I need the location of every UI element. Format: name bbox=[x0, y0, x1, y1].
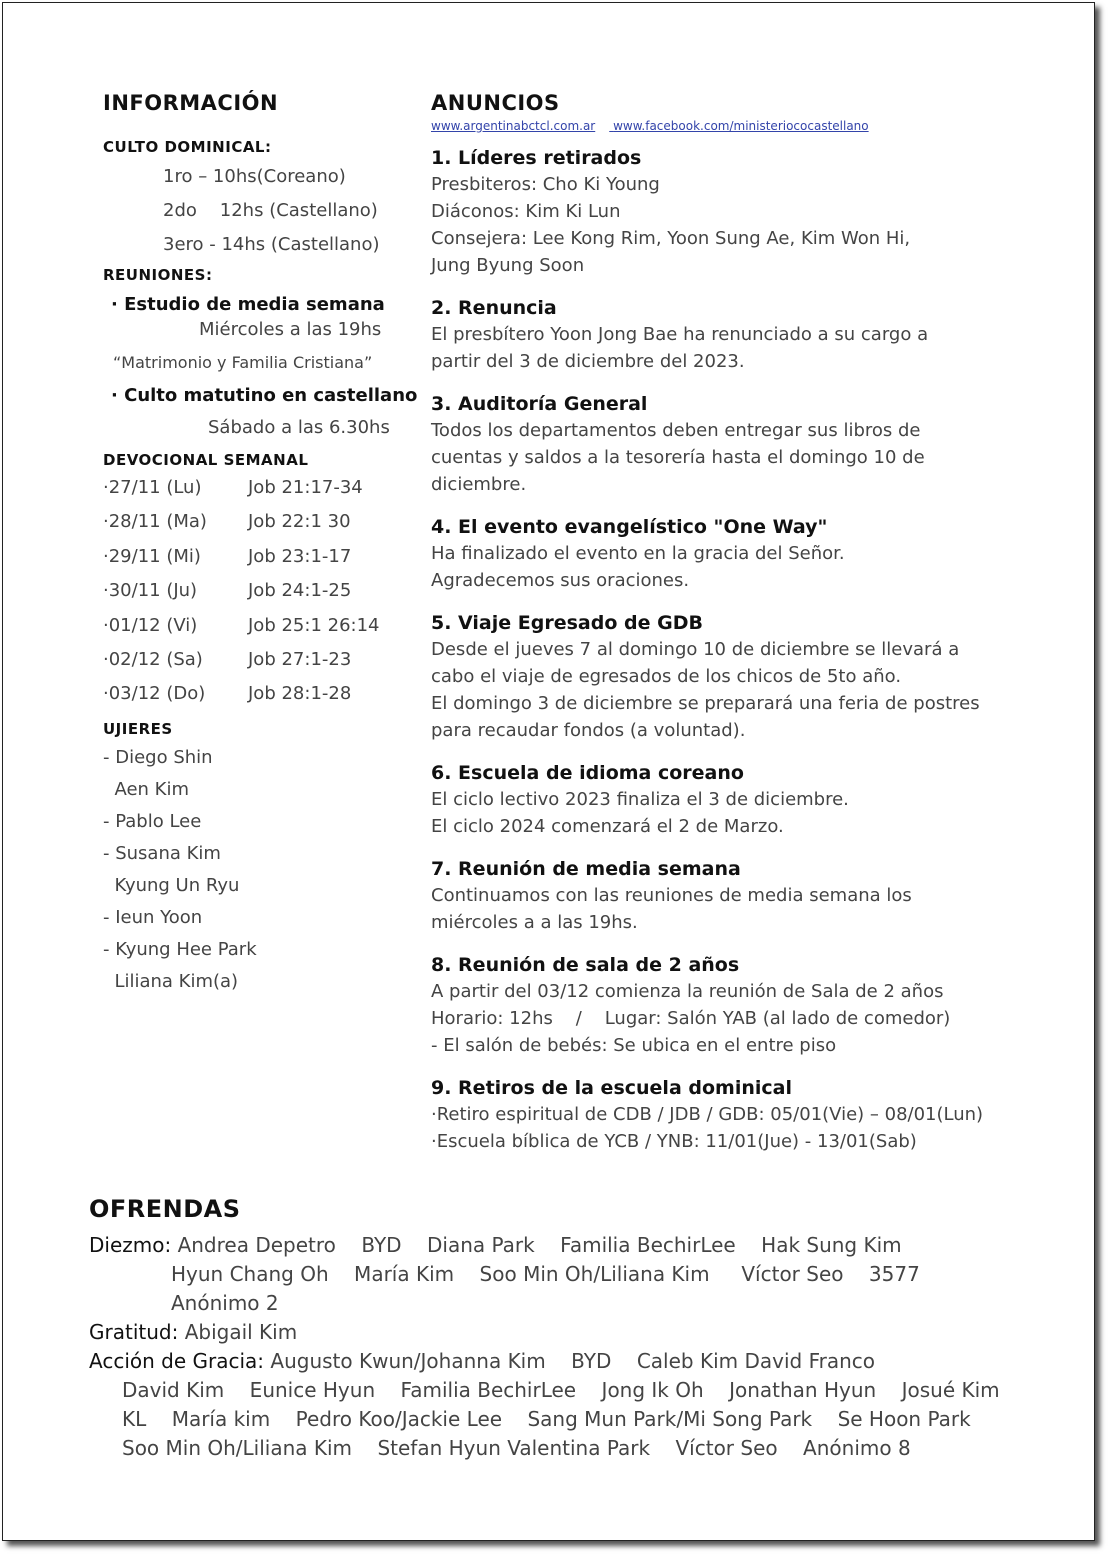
announcement-line: El ciclo lectivo 2023 finaliza el 3 de diciembre. bbox=[431, 789, 849, 810]
announcement-title: 9. Retiros de la escuela dominical bbox=[431, 1077, 792, 1099]
info-title: INFORMACIÓN bbox=[103, 91, 279, 115]
ujier-item: Aen Kim bbox=[103, 778, 189, 800]
announcement-line: El presbítero Yoon Jong Bae ha renunciado a su cargo a bbox=[431, 324, 929, 345]
ujieres-list bbox=[103, 742, 418, 998]
announcement-item bbox=[431, 856, 1041, 936]
devocional-row bbox=[103, 471, 418, 505]
culto-list bbox=[103, 160, 418, 262]
announcement-line: Presbiteros: Cho Ki Young bbox=[431, 174, 660, 195]
ofrendas-title: OFRENDAS bbox=[89, 1195, 241, 1223]
accion-names-3: KL María kim Pedro Koo/Jackie Lee Sang Mun Park/Mi Song Park Se Hoon Park bbox=[122, 1407, 971, 1431]
devocional-ref: Job 23:1-17 bbox=[248, 545, 352, 567]
culto-item: 3ero - 14hs (Castellano) bbox=[163, 234, 380, 255]
facebook-link[interactable]: www.facebook.com/ministeriococastellano bbox=[613, 119, 869, 133]
announcement-line: Continuamos con las reuniones de media semana los bbox=[431, 885, 912, 906]
announcement-line: Diáconos: Kim Ki Lun bbox=[431, 201, 621, 222]
devocional-row bbox=[103, 609, 418, 643]
bulletin-page bbox=[2, 2, 1095, 1541]
announcement-line: para recaudar fondos (a voluntad). bbox=[431, 720, 746, 741]
accion-label: Acción de Gracia: bbox=[89, 1349, 265, 1373]
announcement-title: 8. Reunión de sala de 2 años bbox=[431, 954, 740, 976]
gratitud-label: Gratitud: bbox=[89, 1320, 179, 1344]
announcement-line: Consejera: Lee Kong Rim, Yoon Sung Ae, Kim Won Hi, bbox=[431, 228, 911, 249]
devocional-title: DEVOCIONAL SEMANAL bbox=[103, 451, 309, 469]
culto-item: 2do 12hs (Castellano) bbox=[163, 200, 378, 221]
announcement-line: - El salón de bebés: Se ubica en el entre piso bbox=[431, 1035, 837, 1056]
devocional-ref: Job 21:17-34 bbox=[248, 477, 363, 498]
announcement-title: 6. Escuela de idioma coreano bbox=[431, 762, 744, 784]
announcement-item bbox=[431, 760, 1041, 840]
ofrendas-section bbox=[89, 1195, 1049, 1463]
devocional-list bbox=[103, 471, 418, 712]
ujier-item: - Kyung Hee Park bbox=[103, 938, 257, 960]
announcement-line: El domingo 3 de diciembre se preparará una feria de postres bbox=[431, 693, 980, 714]
announcement-line: Horario: 12hs / Lugar: Salón YAB (al lado de comedor) bbox=[431, 1008, 951, 1029]
devocional-date: ·01/12 (Vi) bbox=[103, 614, 198, 636]
announcement-item bbox=[431, 610, 1041, 744]
anuncios-title: ANUNCIOS bbox=[431, 91, 560, 115]
announcement-title: 1. Líderes retirados bbox=[431, 147, 642, 169]
diezmo-label: Diezmo: bbox=[89, 1233, 172, 1257]
announcement-line: Desde el jueves 7 al domingo 10 de diciembre se llevará a bbox=[431, 639, 960, 660]
announcement-line: ·Escuela bíblica de YCB / YNB: 11/01(Jue) - 13/01(Sab) bbox=[431, 1131, 917, 1152]
announcement-line: cuentas y saldos a la tesorería hasta el domingo 10 de bbox=[431, 447, 925, 468]
announcement-line: A partir del 03/12 comienza la reunión de Sala de 2 años bbox=[431, 981, 944, 1002]
diezmo-names-3: Anónimo 2 bbox=[171, 1291, 279, 1315]
ujier-item: Liliana Kim(a) bbox=[103, 970, 239, 992]
devocional-row bbox=[103, 505, 418, 539]
announcement-title: 2. Renuncia bbox=[431, 297, 557, 319]
gratitud-names: Abigail Kim bbox=[184, 1320, 298, 1344]
estudio-subtitle: “Matrimonio y Familia Cristiana” bbox=[113, 353, 373, 372]
accion-names: Augusto Kwun/Johanna Kim BYD Caleb Kim David Franco bbox=[270, 1349, 876, 1373]
reuniones-title: REUNIONES: bbox=[103, 266, 213, 284]
ujier-item: - Pablo Lee bbox=[103, 810, 202, 832]
ujier-item: Kyung Un Ryu bbox=[103, 874, 240, 896]
links-row bbox=[431, 119, 1041, 133]
devocional-date: ·28/11 (Ma) bbox=[103, 511, 207, 533]
announcement-title: 7. Reunión de media semana bbox=[431, 858, 741, 880]
devocional-row bbox=[103, 677, 418, 711]
culto-matutino-title: · Culto matutino en castellano bbox=[111, 385, 418, 406]
announcement-item bbox=[431, 295, 1041, 375]
announcement-line: Jung Byung Soon bbox=[431, 255, 585, 276]
estudio-title: · Estudio de media semana bbox=[111, 294, 385, 315]
accion-line bbox=[89, 1347, 1049, 1376]
announcement-item bbox=[431, 952, 1041, 1059]
devocional-date: ·03/12 (Do) bbox=[103, 683, 206, 705]
ujier-item: - Susana Kim bbox=[103, 842, 221, 864]
gratitud-line bbox=[89, 1318, 1049, 1347]
estudio-time: Miércoles a las 19hs bbox=[199, 319, 382, 340]
culto-item: 1ro – 10hs(Coreano) bbox=[163, 166, 346, 187]
devocional-ref: Job 28:1-28 bbox=[248, 683, 352, 705]
announcement-line: diciembre. bbox=[431, 474, 527, 495]
announcement-line: El ciclo 2024 comenzará el 2 de Marzo. bbox=[431, 816, 784, 837]
announcement-title: 4. El evento evangelístico "One Way" bbox=[431, 516, 828, 538]
anuncios-column bbox=[431, 91, 1041, 1155]
ujieres-title: UJIERES bbox=[103, 719, 173, 738]
announcement-title: 5. Viaje Egresado de GDB bbox=[431, 612, 703, 634]
culto-matutino-time: Sábado a las 6.30hs bbox=[208, 417, 390, 438]
devocional-date: ·27/11 (Lu) bbox=[103, 477, 202, 498]
info-column bbox=[103, 91, 418, 998]
devocional-ref: Job 24:1-25 bbox=[248, 580, 352, 602]
culto-title: CULTO DOMINICAL: bbox=[103, 138, 272, 156]
announcement-line: miércoles a a las 19hs. bbox=[431, 912, 638, 933]
announcement-item bbox=[431, 514, 1041, 594]
diezmo-line bbox=[89, 1231, 1049, 1260]
devocional-date: ·02/12 (Sa) bbox=[103, 649, 203, 671]
devocional-row bbox=[103, 643, 418, 677]
announcement-line: Agradecemos sus oraciones. bbox=[431, 570, 690, 591]
accion-names-4: Soo Min Oh/Liliana Kim Stefan Hyun Valentina Park Víctor Seo Anónimo 8 bbox=[122, 1436, 911, 1460]
devocional-ref: Job 25:1 26:14 bbox=[248, 614, 380, 636]
announcement-line: Ha finalizado el evento en la gracia del Señor. bbox=[431, 543, 845, 564]
devocional-row bbox=[103, 540, 418, 574]
announcement-line: cabo el viaje de egresados de los chicos de 5to año. bbox=[431, 666, 902, 687]
website-link[interactable]: www.argentinabctcl.com.ar bbox=[431, 119, 596, 133]
devocional-ref: Job 27:1-23 bbox=[248, 649, 352, 671]
diezmo-names: Andrea Depetro BYD Diana Park Familia BechirLee Hak Sung Kim bbox=[177, 1233, 902, 1257]
ujier-item: - Ieun Yoon bbox=[103, 906, 203, 928]
accion-names-2: David Kim Eunice Hyun Familia BechirLee Jong Ik Oh Jonathan Hyun Josué Kim bbox=[122, 1378, 1000, 1402]
devocional-row bbox=[103, 574, 418, 608]
announcement-title: 3. Auditoría General bbox=[431, 393, 648, 415]
announcement-line: ·Retiro espiritual de CDB / JDB / GDB: 05/01(Vie) – 08/01(Lun) bbox=[431, 1104, 984, 1125]
diezmo-names-2: Hyun Chang Oh María Kim Soo Min Oh/Liliana Kim Víctor Seo 3577 bbox=[171, 1262, 920, 1286]
devocional-date: ·29/11 (Mi) bbox=[103, 545, 201, 567]
announcement-line: partir del 3 de diciembre del 2023. bbox=[431, 351, 745, 372]
announcement-item bbox=[431, 1075, 1041, 1155]
announcement-item bbox=[431, 391, 1041, 498]
anuncios-list bbox=[431, 145, 1041, 1155]
announcement-item bbox=[431, 145, 1041, 279]
devocional-date: ·30/11 (Ju) bbox=[103, 580, 198, 602]
ujier-item: - Diego Shin bbox=[103, 746, 213, 768]
devocional-ref: Job 22:1 30 bbox=[248, 511, 351, 533]
announcement-line: Todos los departamentos deben entregar sus libros de bbox=[431, 420, 921, 441]
